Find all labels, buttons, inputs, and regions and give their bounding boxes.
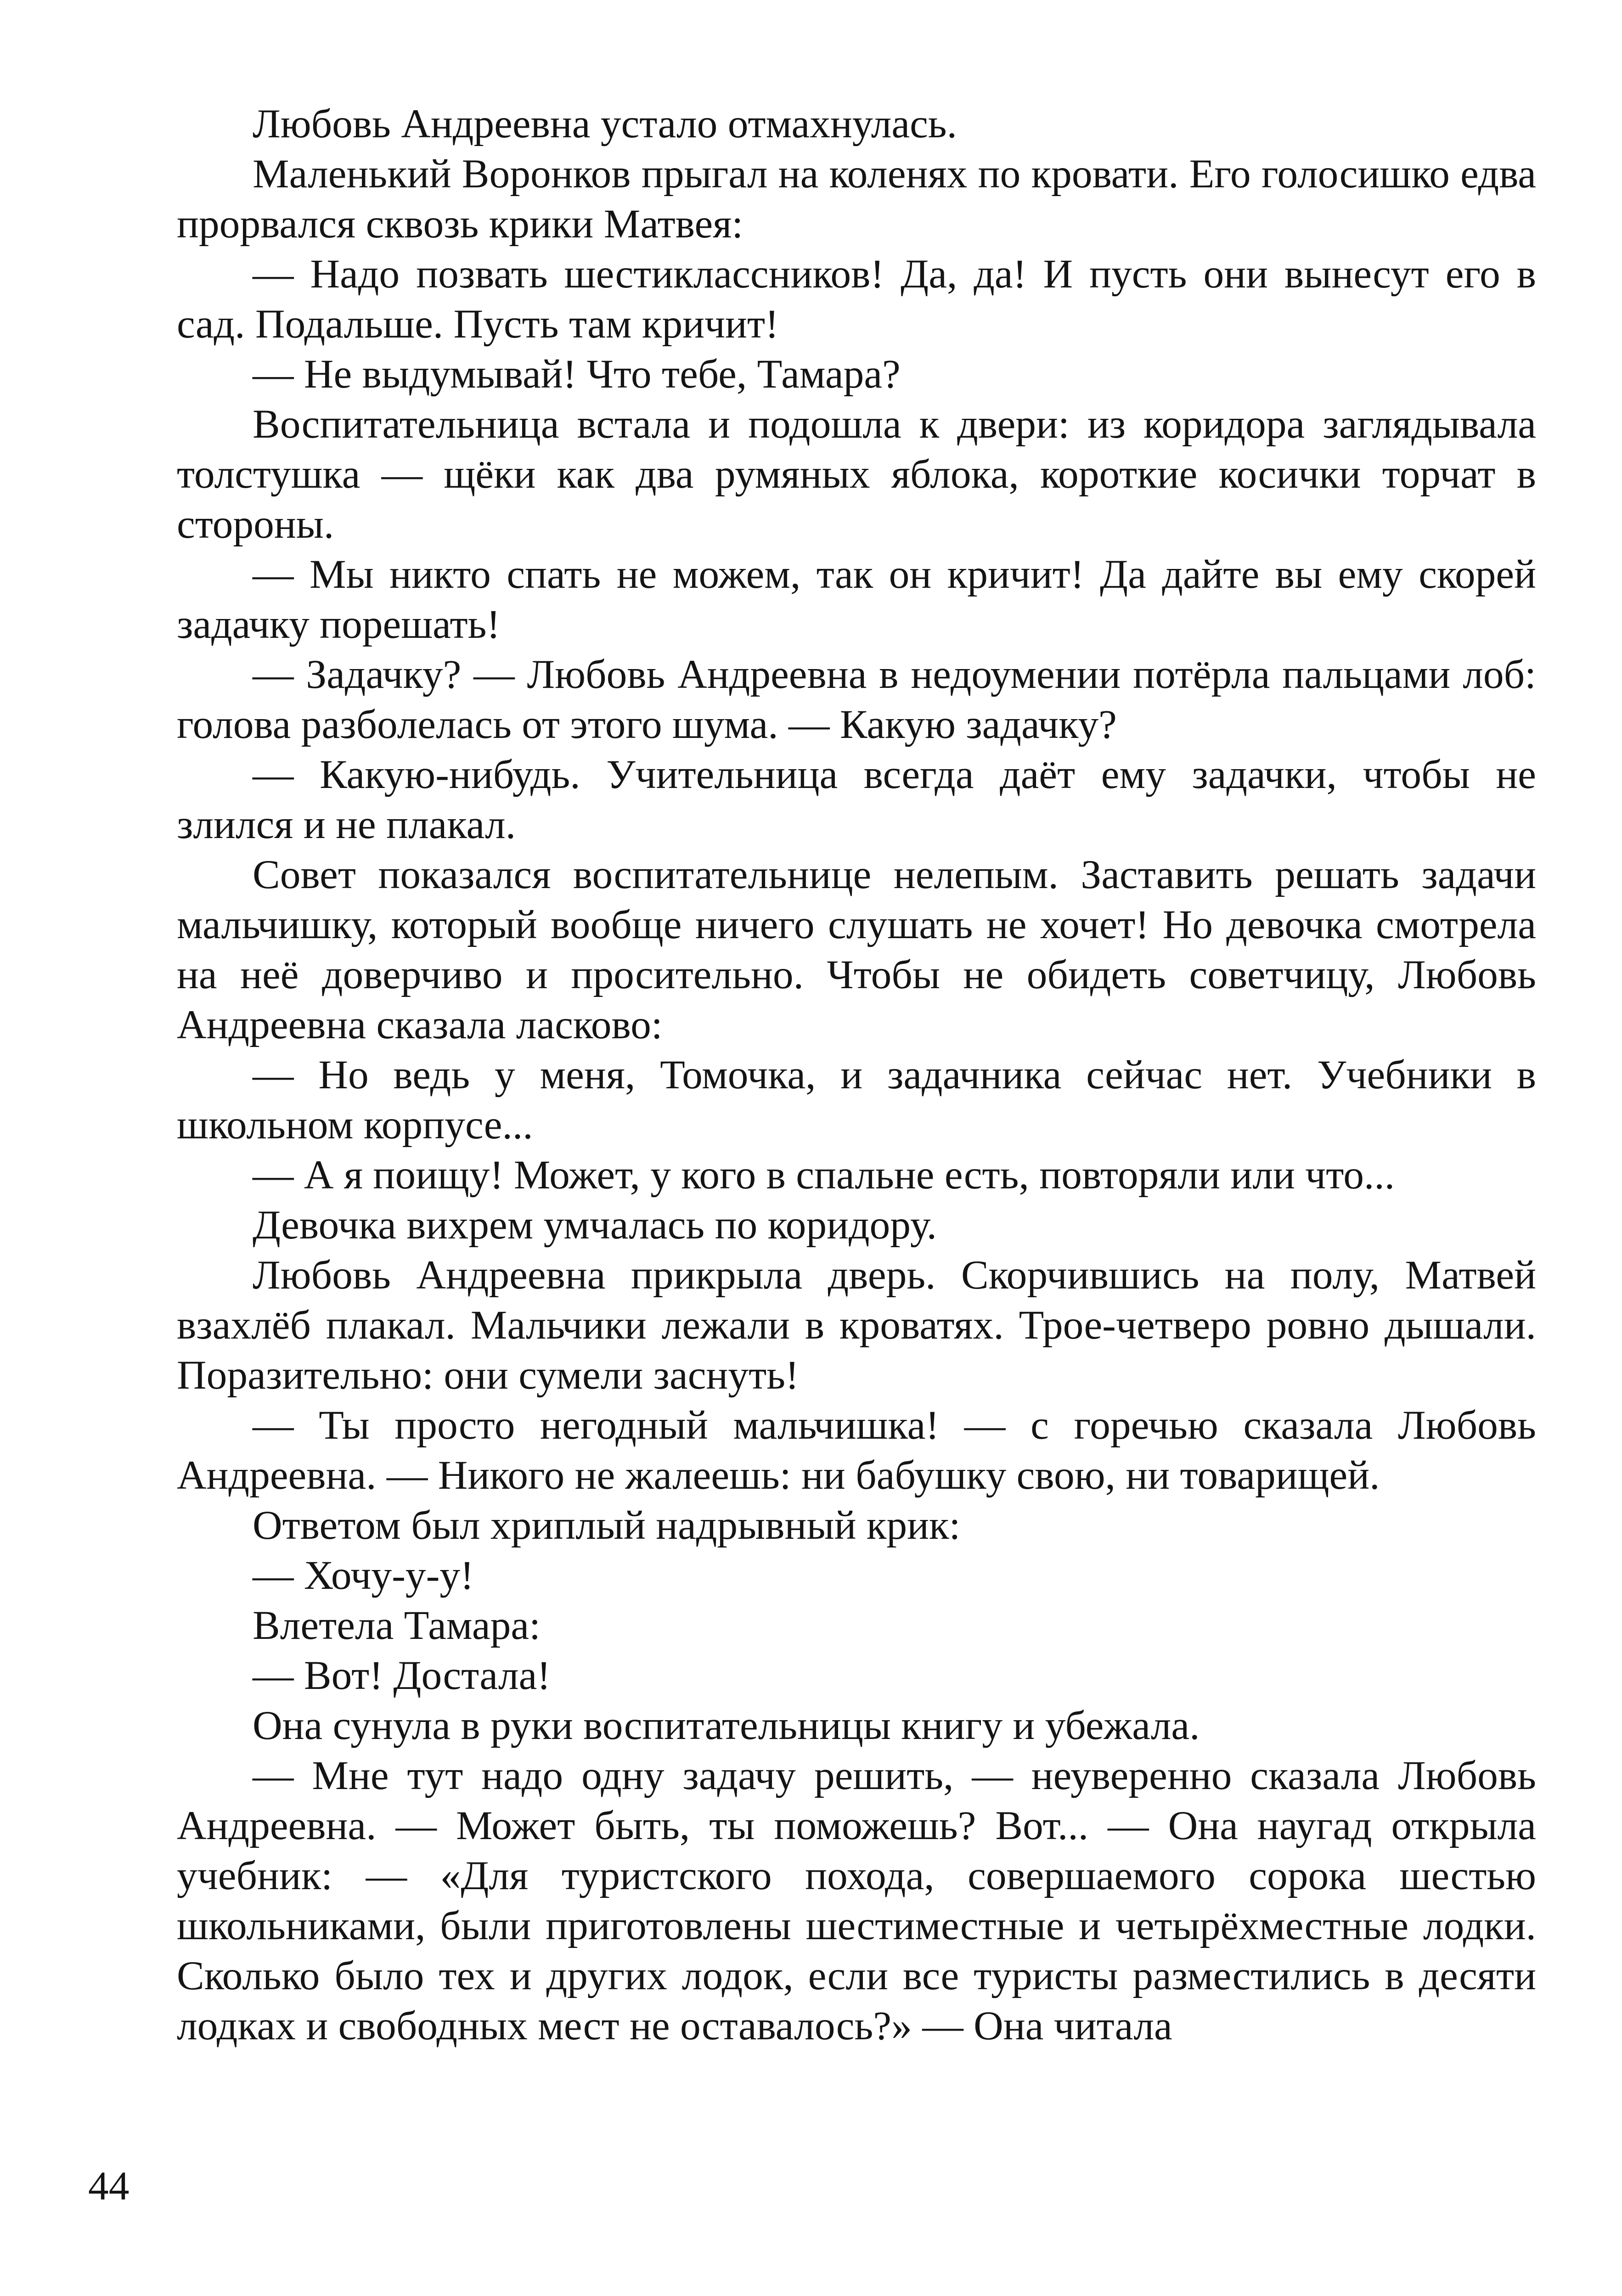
paragraph-10: — Но ведь у меня, Томочка, и задачника сейчас нет. Учебники в школьном корпусе... — [177, 1052, 1536, 1148]
paragraph-13: Любовь Андреевна прикрыла дверь. Скорчившись на полу, Матвей взахлёб плакал. Мальчики лежали в кроватях. Трое-четверо ровно дышали. Поразительно: они сумели заснуть! — [177, 1252, 1536, 1398]
paragraph-14: — Ты просто негодный мальчишка! — с горечью сказала Любовь Андреевна. — Никого не жалеешь: ни бабушку свою, ни товарищей. — [177, 1402, 1536, 1498]
paragraph-7: — Задачку? — Любовь Андреевна в недоумении потёрла пальцами лоб: голова разболелась от этого шума. — Какую задачку? — [177, 652, 1536, 747]
paragraph-1: Любовь Андреевна устало отмахнулась. — [253, 101, 957, 146]
paragraph-16: — Хочу-у-у! — [253, 1553, 474, 1598]
paragraph-19: Она сунула в руки воспитательницы книгу и убежала. — [253, 1703, 1200, 1748]
paragraph-9: Совет показался воспитательнице нелепым. Заставить решать задачи мальчишку, который вообще ничего слушать не хочет! Но девочка смотрела на неё доверчиво и просительно. Чтобы не обидеть советчицу, Любовь Андреевна сказала ласково: — [177, 852, 1536, 1047]
paragraph-3: — Надо позвать шестиклассников! Да, да! И пусть они вынесут его в сад. Подальше. Пусть там кричит! — [177, 251, 1536, 347]
paragraph-6: — Мы никто спать не можем, так он кричит! Да дайте вы ему скорей задачку порешать! — [177, 551, 1536, 647]
paragraph-4: — Не выдумывай! Что тебе, Тамара? — [253, 351, 901, 397]
page-text — [177, 99, 1536, 2051]
paragraph-8: — Какую-нибудь. Учительница всегда даёт ему задачки, чтобы не злился и не плакал. — [177, 752, 1536, 847]
paragraph-12: Девочка вихрем умчалась по коридору. — [253, 1202, 937, 1248]
paragraph-20: — Мне тут надо одну задачу решить, — неуверенно сказала Любовь Андреевна. — Может быть, ты поможешь? Вот... — Она наугад открыла учебник: — «Для туристского похода, совершаемого сорока шестью школьниками, были приготовлены шестиместные и четырёхместные лодки. Сколько было тех и других лодок, если все туристы разместились в десяти лодках и свободных мест не оставалось?» — Она читала — [177, 1753, 1536, 2048]
paragraph-17: Влетела Тамара: — [253, 1603, 541, 1648]
paragraph-15: Ответом был хриплый надрывный крик: — [253, 1503, 961, 1548]
paragraph-5: Воспитательница встала и подошла к двери: из коридора заглядывала толстушка — щёки как два румяных яблока, короткие косички торчат в стороны. — [177, 401, 1536, 547]
page-number: 44 — [88, 2163, 130, 2209]
paragraph-18: — Вот! Достала! — [253, 1653, 551, 1698]
paragraph-11: — А я поищу! Может, у кого в спальне есть, повторяли или что... — [253, 1152, 1395, 1198]
paragraph-2: Маленький Воронков прыгал на коленях по кровати. Его голосишко едва прорвался сквозь крики Матвея: — [177, 151, 1536, 247]
